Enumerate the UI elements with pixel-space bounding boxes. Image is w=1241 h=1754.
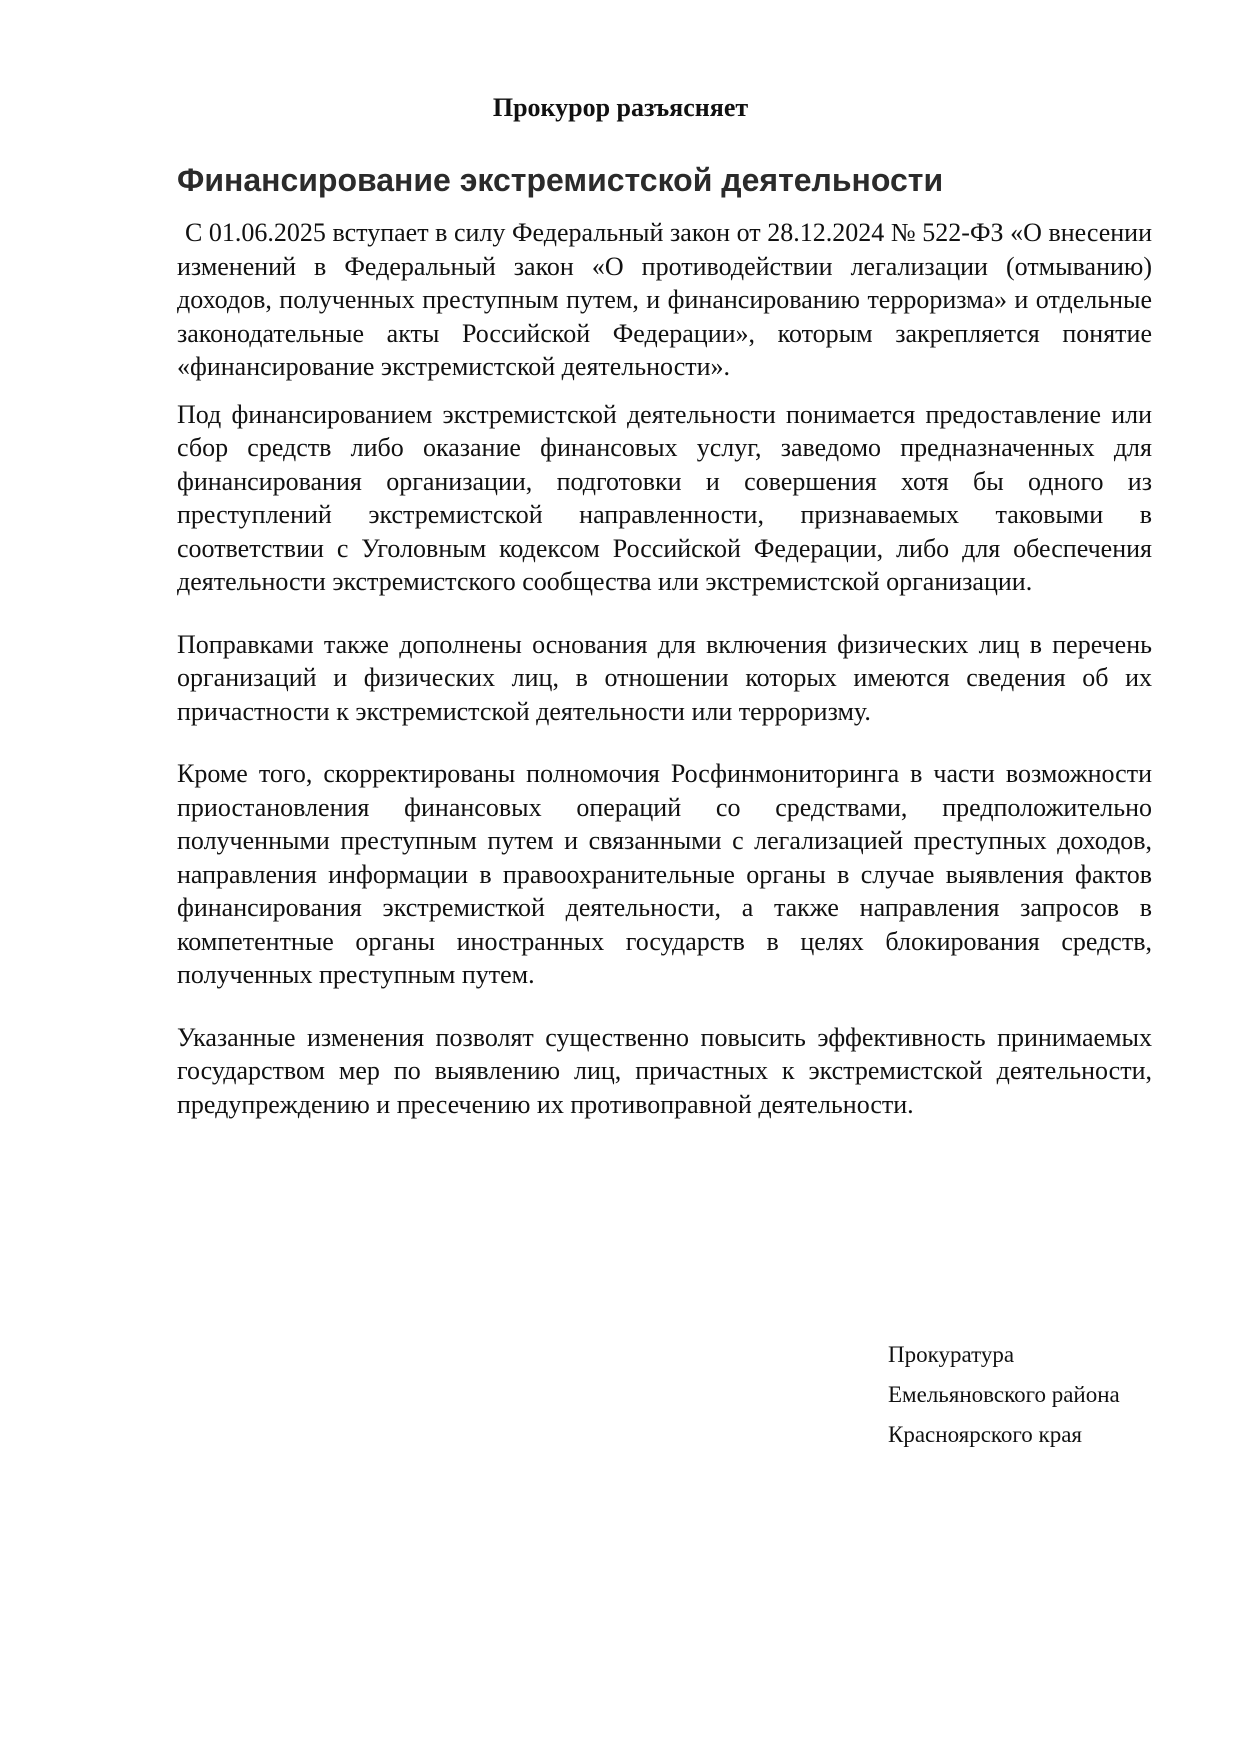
article-body	[177, 216, 1152, 1121]
paragraph-1: С 01.06.2025 вступает в силу Федеральный закон от 28.12.2024 № 522-ФЗ «О внесении изменений в Федеральный закон «О противодействии легализации (отмыванию) доходов, полученных преступным путем, и финансированию терроризма» и отдельные законодательные акты Российской Федерации», которым закрепляется понятие «финансирование экстремистской деятельности».	[177, 218, 1152, 381]
paragraph-4: Кроме того, скорректированы полномочия Росфинмониторинга в части возможности приостановления финансовых операций со средствами, предположительно полученными преступным путем и связанными с легализацией преступных доходов, направления информации в правоохранительные органы в случае выявления фактов финансирования экстремисткой деятельности, а также направления запросов в компетентные органы иностранных государств в целях блокирования средств, полученных преступным путем.	[177, 759, 1152, 989]
paragraph-2: Под финансированием экстремистской деятельности понимается предоставление или сбор средств либо оказание финансовых услуг, заведомо предназначенных для финансирования организации, подготовки и совершения хотя бы одного из преступлений экстремистской направленности, признаваемых таковыми в соответствии с Уголовным кодексом Российской Федерации, либо для обеспечения деятельности экстремистского сообщества или экстремистской организации.	[177, 399, 1152, 596]
paragraph-3: Поправками также дополнены основания для включения физических лиц в перечень организаций и физических лиц, в отношении которых имеются сведения об их причастности к экстремистской деятельности или терроризму.	[177, 629, 1152, 726]
signature-line-2: Емельяновского района	[888, 1382, 1120, 1407]
paragraph-5: Указанные изменения позволят существенно повысить эффективность принимаемых государством мер по выявлению лиц, причастных к экстремистской деятельности, предупреждению и пресечению их противоправной деятельности.	[177, 1022, 1152, 1119]
article-title: Финансирование экстремистской деятельности	[177, 162, 944, 198]
signature-line-3: Красноярского края	[888, 1422, 1082, 1447]
section-kicker: Прокурор разъясняет	[492, 93, 749, 122]
signature-line-1: Прокуратура	[888, 1342, 1015, 1367]
signature-block	[888, 1335, 1120, 1455]
